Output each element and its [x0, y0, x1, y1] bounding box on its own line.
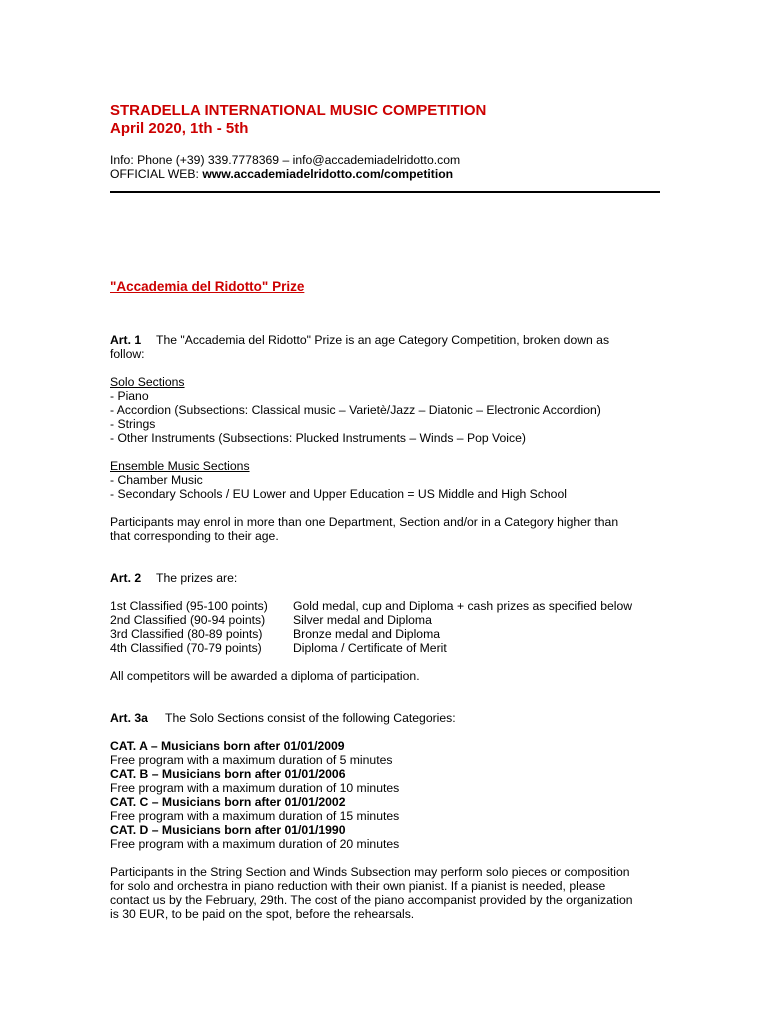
prize-row [110, 627, 660, 641]
art3a-text: The Solo Sections consist of the following Categories: [165, 711, 456, 725]
competition-dates: April 2020, 1th - 5th [110, 120, 249, 137]
solo-item: - Piano [110, 389, 149, 403]
web-url: www.accademiadelridotto.com/competition [202, 167, 454, 181]
prize-award: Bronze medal and Diploma [293, 627, 441, 641]
solo-sections-heading: Solo Sections [110, 375, 185, 389]
prize-rank: 2nd Classified (90-94 points) [110, 613, 266, 627]
prize-row [110, 613, 660, 627]
article-2 [110, 571, 660, 683]
ensemble-sections-heading: Ensemble Music Sections [110, 459, 250, 473]
art3a-paragraph-line: for solo and orchestra in piano reduction with their own pianist. If a pianist is needed, please [110, 879, 606, 893]
art3a-intro [110, 711, 660, 725]
art1-text-cont: follow: [110, 347, 145, 361]
prize-rank: 3rd Classified (80-89 points) [110, 627, 263, 641]
art1-note-line: that corresponding to their age. [110, 529, 279, 543]
art1-note-line: Participants may enrol in more than one Department, Section and/or in a Category higher than [110, 515, 619, 529]
competition-title: STRADELLA INTERNATIONAL MUSIC COMPETITION [110, 102, 487, 119]
info-line: Info: Phone (+39) 339.7778369 – info@accademiadelridotto.com [110, 153, 461, 167]
prize-title: "Accademia del Ridotto" Prize [110, 279, 305, 294]
category-program: Free program with a maximum duration of 15 minutes [110, 809, 400, 823]
category-program: Free program with a maximum duration of 10 minutes [110, 781, 400, 795]
art1-intro [110, 333, 660, 347]
prize-row [110, 641, 660, 655]
ensemble-item: - Secondary Schools / EU Lower and Upper Education = US Middle and High School [110, 487, 567, 501]
article-3a [110, 711, 660, 921]
category-name: CAT. A – Musicians born after 01/01/2009 [110, 739, 345, 753]
article-1 [110, 333, 660, 543]
official-web-line [110, 167, 660, 181]
art2-intro [110, 571, 660, 585]
contact-info [110, 153, 660, 181]
prize-row [110, 599, 660, 613]
art1-text: The "Accademia del Ridotto" Prize is an age Category Competition, broken down as [156, 333, 610, 347]
prize-rank: 4th Classified (70-79 points) [110, 641, 262, 655]
prize-rank: 1st Classified (95-100 points) [110, 599, 268, 613]
art3a-paragraph-line: is 30 EUR, to be paid on the spot, before the rehearsals. [110, 907, 415, 921]
prize-award: Diploma / Certificate of Merit [293, 641, 447, 655]
document-page [110, 102, 660, 921]
solo-item: - Accordion (Subsections: Classical music – Varietè/Jazz – Diatonic – Electronic Accordion) [110, 403, 601, 417]
horizontal-rule [110, 191, 660, 193]
prize-award: Silver medal and Diploma [293, 613, 432, 627]
prize-award: Gold medal, cup and Diploma + cash prizes as specified below [293, 599, 633, 613]
category-program: Free program with a maximum duration of 5 minutes [110, 753, 393, 767]
category-name: CAT. B – Musicians born after 01/01/2006 [110, 767, 346, 781]
art3a-paragraph-line: contact us by the February, 29th. The cost of the piano accompanist provided by the organization [110, 893, 633, 907]
art1-label: Art. 1 [110, 333, 142, 347]
art2-text: The prizes are: [156, 571, 238, 585]
solo-item: - Other Instruments (Subsections: Plucked Instruments – Winds – Pop Voice) [110, 431, 526, 445]
ensemble-item: - Chamber Music [110, 473, 203, 487]
art2-note: All competitors will be awarded a diploma of participation. [110, 669, 420, 683]
category-name: CAT. C – Musicians born after 01/01/2002 [110, 795, 346, 809]
web-label: OFFICIAL WEB: [110, 167, 203, 181]
art3a-paragraph-line: Participants in the String Section and Winds Subsection may perform solo pieces or composition [110, 865, 630, 879]
art3a-label: Art. 3a [110, 711, 148, 725]
category-name: CAT. D – Musicians born after 01/01/1990 [110, 823, 346, 837]
category-program: Free program with a maximum duration of 20 minutes [110, 837, 400, 851]
solo-item: - Strings [110, 417, 156, 431]
art2-label: Art. 2 [110, 571, 142, 585]
